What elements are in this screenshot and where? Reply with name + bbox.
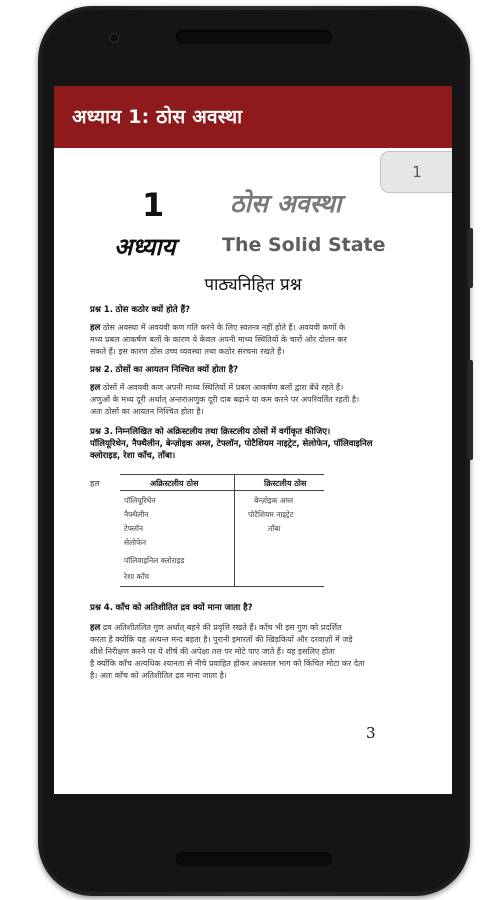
answer-text: ठोसों में अवयवी कण अपनी माध्य स्थितियों में प्रबल आकर्षण बलों द्वारा बँधे रहते हैं। bbox=[102, 383, 344, 392]
question-1 bbox=[90, 304, 190, 315]
app-bar bbox=[54, 86, 452, 148]
answer-2-line-3: अतः ठोसों का आयतन निश्चित होता है। bbox=[90, 407, 204, 416]
answer-4-line-4: है क्योंकि काँच अत्यधिक श्यानता से नीचे प्रवाहित होकर अधस्तल भाग को किंचित मोटा कर देता bbox=[90, 659, 365, 668]
table-cell: पोटैशियम नाइट्रेट bbox=[248, 510, 294, 519]
answer-label: हल bbox=[90, 479, 100, 488]
question-4 bbox=[90, 602, 253, 613]
chapter-title-hindi: ठोस अवस्था bbox=[230, 189, 342, 218]
book-page[interactable] bbox=[54, 148, 452, 794]
screen bbox=[54, 86, 452, 794]
volume-button[interactable] bbox=[468, 360, 473, 460]
bottom-speaker bbox=[176, 852, 332, 866]
table-cell: रेशा काँच bbox=[124, 572, 149, 581]
app-bar-title: अध्याय 1: ठोस अवस्था bbox=[72, 106, 243, 128]
chapter-word: अध्याय bbox=[114, 233, 176, 261]
answer-4-line-1 bbox=[90, 622, 342, 633]
table-cell: सेलोफेन bbox=[124, 538, 147, 547]
question-3-line-3: क्लोराइड, रेशा काँच, ताँबा। bbox=[90, 451, 176, 461]
chapter-number: 1 bbox=[142, 186, 165, 224]
table-cell: बेन्ज़ोइक अम्ल bbox=[254, 496, 294, 505]
answer-4-line-5: है। अतः काँच को अतिशीतित द्रव माना जाता है। bbox=[90, 671, 227, 680]
answer-2-line-2: अणुओं के मध्य दूरी अर्थात् अन्तराअणुक दूरी दाब बढ़ाने या कम करने पर अपरिवर्तित रहती है। bbox=[90, 395, 360, 404]
earpiece-speaker bbox=[176, 30, 332, 44]
table-rule-top bbox=[120, 474, 324, 475]
question-3 bbox=[90, 426, 330, 437]
question-text: काँच को अतिशीतित द्रव क्यों माना जाता है? bbox=[115, 603, 253, 613]
table-cell: टेफ्लॉन bbox=[124, 524, 144, 533]
power-button[interactable] bbox=[468, 228, 473, 288]
question-2 bbox=[90, 364, 238, 375]
table-cell: पॉलिवाइनिल क्लोराइड bbox=[124, 556, 185, 565]
table-header-amorphous: अक्रिस्टलीय ठोस bbox=[150, 479, 199, 488]
question-label: प्रश्न 1. bbox=[90, 305, 113, 315]
answer-text: ठोस अवस्था में अवयवी कण गति करने के लिए स्वतन्त्र नहीं होते हैं। अवयवी कणों के bbox=[102, 323, 346, 332]
table-cell: पॉलियूरिथेन bbox=[124, 496, 156, 505]
table-cell: नैफ्थैलीन bbox=[124, 510, 149, 519]
question-label: प्रश्न 3. bbox=[90, 427, 113, 437]
book-page-number: 3 bbox=[366, 724, 376, 742]
answer-4-line-3: शीशे निरीक्षण करने पर ये शीर्ष की अपेक्षा तल पर मोटे पाए जाते हैं। यह इसलिए होता bbox=[90, 647, 335, 656]
answer-2-line-1 bbox=[90, 382, 343, 393]
answer-label: हल bbox=[90, 323, 101, 333]
answer-label: हल bbox=[90, 623, 101, 633]
page-number-badge[interactable]: 1 bbox=[380, 151, 452, 193]
section-title: पाठ्यनिहित प्रश्न bbox=[204, 275, 302, 295]
answer-1-line-2: मध्य प्रबल आकर्षण बलों के कारण ये केवल अपनी माध्य स्थितियों के चारों ओर दोलन कर bbox=[90, 335, 347, 344]
answer-4-line-2: करता है क्योंकि यह अत्यन्त मन्द बहता है। पुरानी इमारतों की खिड़कियों और दरवाज़ों में जड़े bbox=[90, 635, 353, 644]
question-label: प्रश्न 4. bbox=[90, 603, 113, 613]
table-column-divider bbox=[234, 474, 235, 586]
front-camera bbox=[110, 34, 118, 42]
question-text: निम्नलिखित को अक्रिस्टलीय तथा क्रिस्टलीय ठोसों में वर्गीकृत कीजिए। bbox=[115, 427, 331, 437]
question-text: ठोस कठोर क्यों होते हैं? bbox=[115, 305, 191, 315]
question-label: प्रश्न 2. bbox=[90, 365, 113, 375]
table-rule-bottom bbox=[120, 586, 324, 587]
answer-1-line-3: सकते हैं। इस कारण ठोस उच्च व्यवस्था तथा कठोर संरचना रखते हैं। bbox=[90, 347, 285, 356]
answer-text: द्रव अतिशीतलित गुण अर्थात् बहने की प्रवृत्ति रखते हैं। काँच भी इस गुण को प्रदर्शित bbox=[102, 623, 342, 632]
answer-label: हल bbox=[90, 383, 101, 393]
table-rule-mid bbox=[120, 490, 324, 491]
chapter-title-english: The Solid State bbox=[222, 234, 386, 256]
question-text: ठोसों का आयतन निश्चित क्यों होता है? bbox=[115, 365, 239, 375]
table-cell: ताँबा bbox=[268, 524, 281, 533]
question-3-line-2: पॉलियूरिथेन, नैफ्थैलीन, बेन्ज़ोइक अम्ल, टेफ्लॉन, पोटैशियम नाइट्रेट, सेलोफेन, पॉलिवाइनिल bbox=[90, 439, 373, 449]
table-header-crystalline: क्रिस्टलीय ठोस bbox=[264, 479, 307, 488]
answer-1-line-1 bbox=[90, 322, 345, 333]
